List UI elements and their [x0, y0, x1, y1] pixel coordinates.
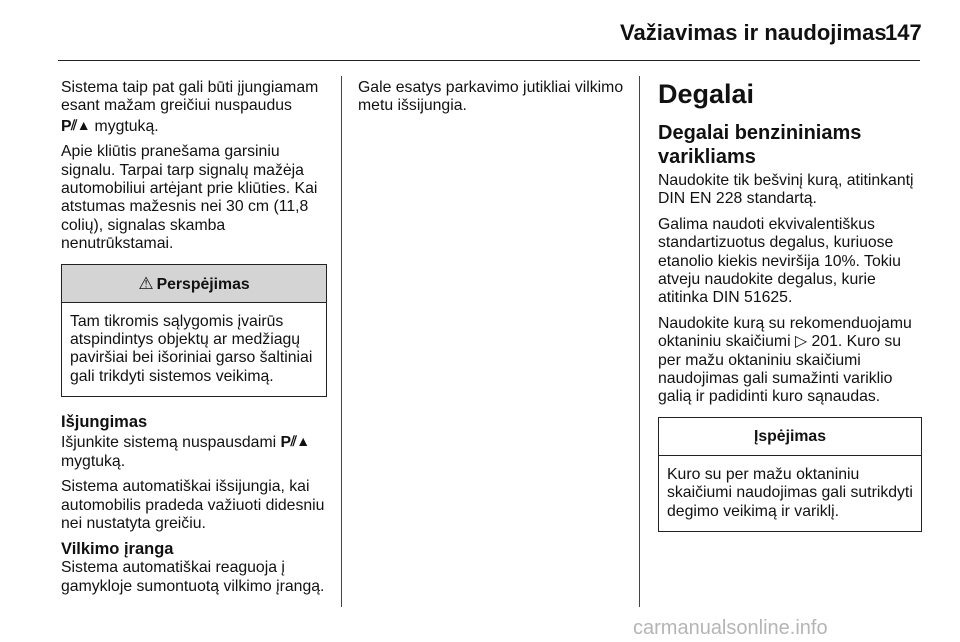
switch-off-text-end: mygtuką.: [61, 452, 126, 470]
paragraph-switch-off: [61, 432, 331, 471]
column-1: [61, 79, 331, 603]
switch-off-text: Išjunkite sistemą nuspausdami: [61, 434, 281, 452]
column-2: [358, 79, 628, 123]
paragraph-octane: [658, 315, 923, 407]
heading-petrol-fuel: Degalai benzininiams varikliams: [658, 122, 862, 168]
heading-fuel: Degalai: [658, 79, 755, 109]
paragraph-ethanol: Galima naudoti ekvivalentiškus standartizuotus degalus, kuriuose etanolio kiekis neviršija 10%. Tokiu atveju naudokite degalus, kurie atitinka DIN 51625.: [658, 215, 901, 307]
paragraph-auto-off: Sistema automatiškai išsijungia, kai automobilis pradeda važiuoti didesniu nei nustatyta greičiu.: [61, 478, 325, 532]
octane-text: Naudokite kurą su rekomenduojamu oktaniniu skaičiumi: [658, 314, 912, 351]
page-number: 147: [885, 20, 922, 45]
warning-box: [61, 264, 327, 398]
caution-text: Kuro su per mažu oktaniniu skaičiumi naudojimas gali sutrikdyti degimo veikimą ir variklį.: [667, 465, 913, 520]
warning-title: Perspėjimas: [156, 275, 250, 293]
column-divider-1: [341, 76, 342, 607]
paragraph-rear-sensors: Gale esatys parkavimo jutikliai vilkimo metu išsijungia.: [358, 79, 624, 115]
heading-switching-off: Išjungimas: [61, 413, 148, 432]
paragraph-unleaded: Naudokite tik bešvinį kurą, atitinkantį DIN EN 228 standartą.: [658, 172, 914, 208]
header-divider: [58, 60, 920, 61]
park-assist-button-symbol: P⫽▲: [61, 116, 91, 135]
page-reference-icon: ▷: [794, 333, 808, 351]
activation-text: Sistema taip pat gali būti įjungiamam esant mažam greičiui nuspaudus: [61, 79, 319, 115]
caution-title: Įspėjimas: [659, 418, 921, 456]
activation-text-end: mygtuką.: [90, 117, 159, 135]
column-divider-2: [639, 76, 640, 607]
paragraph-system-activation: [61, 79, 331, 136]
watermark: carmanualsonline.info: [633, 617, 828, 639]
park-assist-icon: ⫽▲: [290, 433, 310, 450]
heading-towing-equipment: Vilkimo įranga: [61, 540, 174, 559]
paragraph-obstacle-signal: Apie kliūtis pranešama garsiniu signalu. Tarpai tarp signalų mažėja automobiliui artėjant prie kliūties. Kai atstumas mažesnis nei 30 cm (11,8 colių), signalas skamba nenutrūkstamai.: [61, 143, 318, 253]
warning-header: [62, 265, 326, 303]
caution-box: [658, 417, 922, 532]
park-assist-button-symbol-2: P⫽▲: [280, 433, 310, 452]
page-header-title: Važiavimas ir naudojimas: [620, 20, 887, 45]
park-assist-icon: ⫽▲: [71, 116, 91, 133]
column-3: [658, 79, 923, 532]
warning-text: Tam tikromis sąlygomis įvairūs atspindintys objektų ar medžiagų paviršiai bei išoriniai garso šaltiniai gali trikdyti sistemos veikimą.: [70, 312, 313, 385]
octane-text-end: 201. Kuro su per mažu oktaniniu skaičiumi naudojimas gali sumažinti variklio galią ir padidinti kuro sąnaudas.: [658, 333, 902, 406]
paragraph-towing: Sistema automatiškai reaguoja į gamykloje sumontuotą vilkimo įrangą.: [61, 559, 325, 595]
warning-triangle-icon: ⚠: [138, 273, 154, 293]
